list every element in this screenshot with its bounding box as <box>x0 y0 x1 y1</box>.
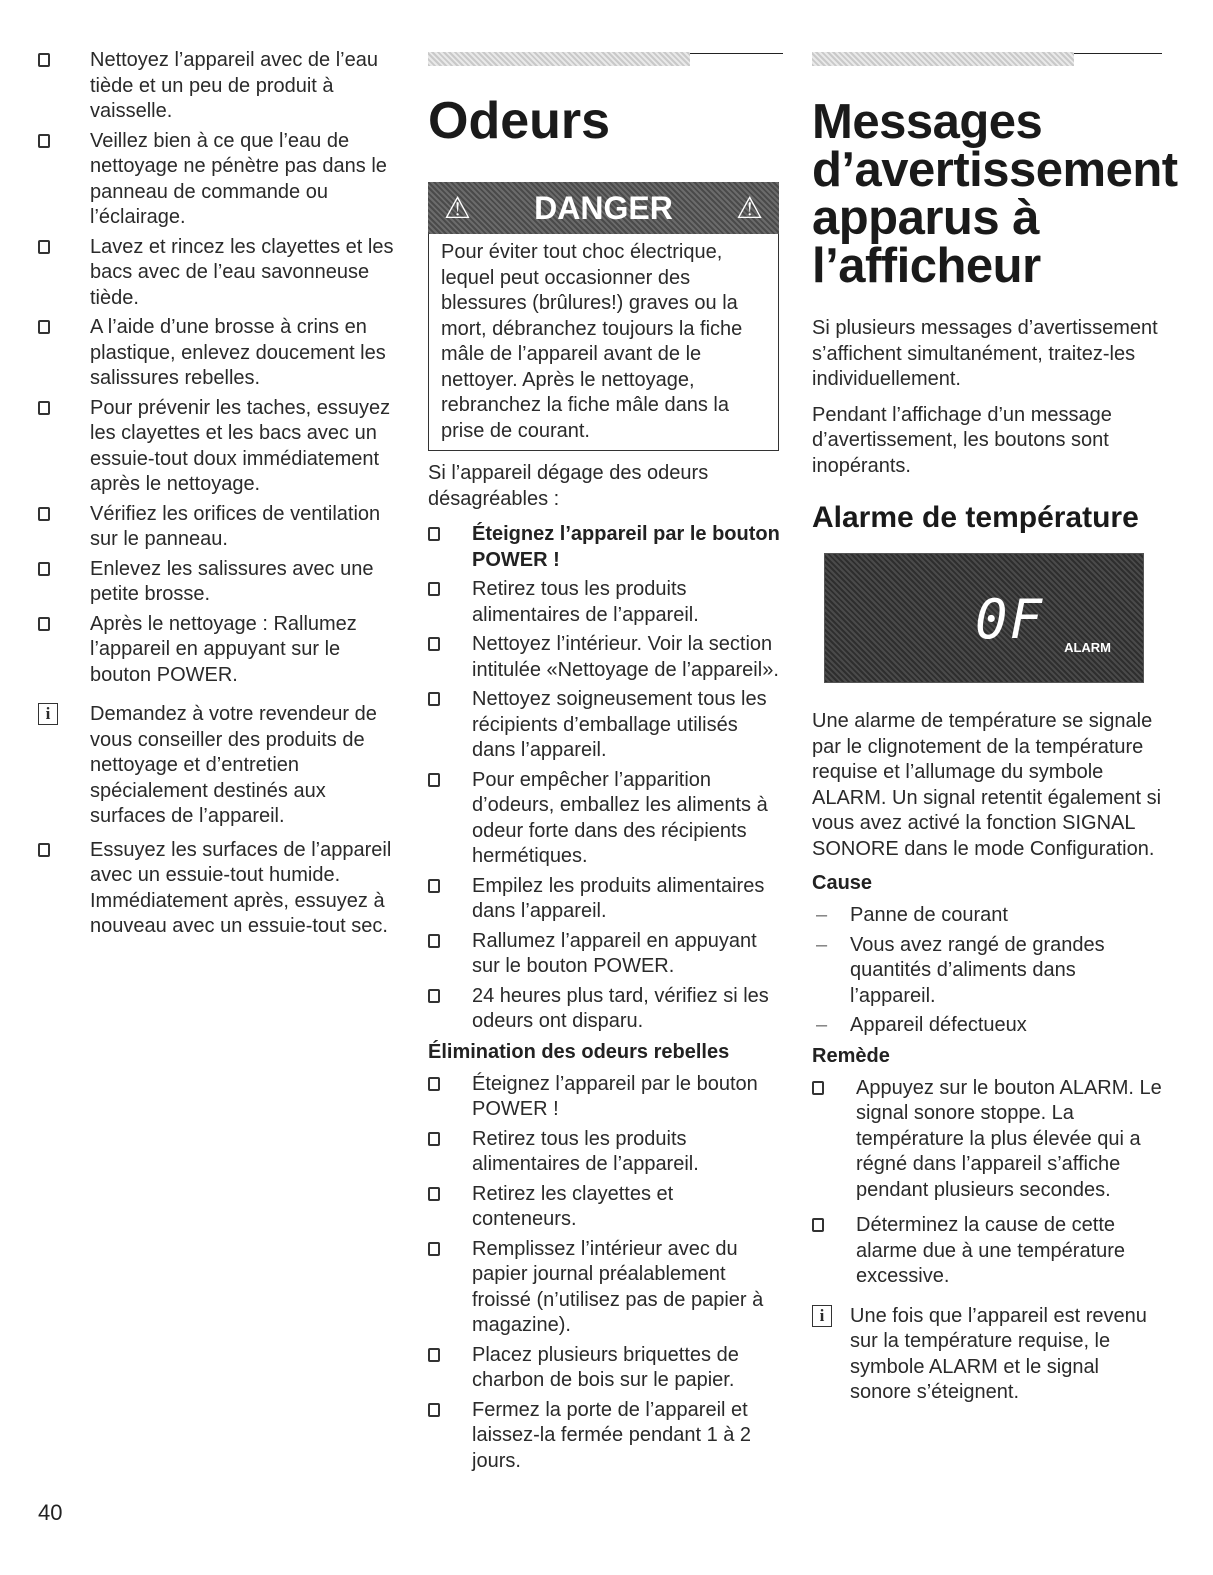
section-title: Messages d’avertissement apparus à l’afficheur <box>812 95 1178 293</box>
checkbox-bullet-icon <box>428 637 440 651</box>
checkbox-bullet-icon <box>38 843 50 857</box>
list-item: Retirez tous les produits alimentaires de l’appareil. <box>428 577 783 628</box>
info-icon: i <box>38 703 58 725</box>
list-item: Nettoyez l’intérieur. Voir la section intitulée «Nettoyage de l’appareil». <box>428 632 783 683</box>
info-note: i Une fois que l’appareil est revenu sur la température requise, le symbole ALARM et le signal sonore s’éteignent. <box>812 1304 1162 1406</box>
checkbox-bullet-icon <box>38 562 50 576</box>
list-item: Nettoyez soigneusement tous les récipients d’emballage utilisés dans l’appareil. <box>428 687 783 764</box>
danger-box <box>428 182 779 451</box>
checkbox-bullet-icon <box>38 240 50 254</box>
list-item: 24 heures plus tard, vérifiez si les odeurs ont disparu. <box>428 984 783 1035</box>
cause-heading: Cause <box>812 872 873 894</box>
checkbox-bullet-icon <box>428 692 440 706</box>
paragraph: Pendant l’affichage d’un message d’avertissement, les boutons sont inopérants. <box>812 403 1112 477</box>
list-item: Pour empêcher l’apparition d’odeurs, emballez les aliments à odeur forte dans des récipients hermétiques. <box>428 768 783 870</box>
checkbox-bullet-icon <box>428 527 440 541</box>
info-note: i Demandez à votre revendeur de vous conseiller des produits de nettoyage et d’entretien spécialement destinés aux surfaces de l’appareil. <box>38 702 403 830</box>
list-item: Nettoyez l’appareil avec de l’eau tiède et un peu de produit à vaisselle. <box>38 48 403 125</box>
page-number: 40 <box>38 1500 63 1525</box>
checkbox-bullet-icon <box>428 773 440 787</box>
list-item: Rallumez l’appareil en appuyant sur le bouton POWER. <box>428 929 783 980</box>
subheading: Élimination des odeurs rebelles <box>428 1040 730 1063</box>
paragraph: Si plusieurs messages d’avertissement s’affichent simultanément, traitez-les individuellement. <box>812 317 1158 390</box>
checkbox-bullet-icon <box>428 1348 440 1362</box>
display-alarm-label: ALARM <box>1064 640 1111 655</box>
list-item: Empilez les produits alimentaires dans l’appareil. <box>428 874 783 925</box>
list-item: Placez plusieurs briquettes de charbon de bois sur le papier. <box>428 1343 783 1394</box>
list-item: Vérifiez les orifices de ventilation sur le panneau. <box>38 502 403 553</box>
checkbox-bullet-icon <box>428 1077 440 1091</box>
checkbox-bullet-icon <box>38 401 50 415</box>
column-warnings <box>812 48 1178 1410</box>
list-item: Lavez et rincez les clayettes et les bacs avec de l’eau savonneuse tiède. <box>38 235 403 312</box>
checkbox-bullet-icon <box>428 1242 440 1256</box>
checkbox-bullet-icon <box>428 1132 440 1146</box>
list-item: A l’aide d’une brosse à crins en plastique, enlevez doucement les salissures rebelles. <box>38 315 403 392</box>
info-icon: i <box>812 1305 832 1327</box>
section-bar <box>428 48 783 68</box>
remedy-heading: Remède <box>812 1044 890 1067</box>
list-item: Éteignez l’appareil par le bouton POWER ! <box>428 522 783 573</box>
cause-item: – Panne de courant <box>812 903 1162 929</box>
column-odors <box>428 48 783 1478</box>
checkbox-bullet-icon <box>38 53 50 67</box>
list-item: Pour prévenir les taches, essuyez les clayettes et les bacs avec un essuie-tout doux immédiatement après le nettoyage. <box>38 396 403 498</box>
list-item: Veillez bien à ce que l’eau de nettoyage ne pénètre pas dans le panneau de commande ou l’éclairage. <box>38 129 403 231</box>
danger-label: DANGER <box>534 189 673 226</box>
list-item: Remplissez l’intérieur avec du papier journal préalablement froissé (n’utilisez pas de papier à magazine). <box>428 1237 783 1339</box>
section-title: Odeurs <box>428 92 611 150</box>
danger-text: Pour éviter tout choc électrique, lequel peut occasionner des blessures (brûlures!) graves ou la mort, débranchez toujours la fiche mâle de l’appareil avant de le nettoyer. Après le nettoyage, rebranchez la fiche mâle dans la prise de courant. <box>428 234 779 451</box>
cause-item: – Appareil défectueux <box>812 1013 1162 1039</box>
list-item: Essuyez les surfaces de l’appareil avec un essuie-tout humide. Immédiatement après, essuyez à nouveau avec un essuie-tout sec. <box>38 838 403 940</box>
subsection-title: Alarme de température <box>812 501 1139 534</box>
list-item: Éteignez l’appareil par le bouton POWER ! <box>428 1072 783 1123</box>
intro-text: Si l’appareil dégage des odeurs désagréables : <box>428 462 709 510</box>
column-cleaning <box>38 48 403 944</box>
checkbox-bullet-icon <box>428 934 440 948</box>
warning-triangle-icon: ⚠ <box>736 191 763 225</box>
cause-item: – Vous avez rangé de grandes quantités d’aliments dans l’appareil. <box>812 933 1162 1010</box>
checkbox-bullet-icon <box>428 989 440 1003</box>
list-item: Appuyez sur le bouton ALARM. Le signal sonore stoppe. La température la plus élevée qui a régné dans l’appareil s’affiche pendant plusieurs secondes. <box>812 1076 1162 1204</box>
checkbox-bullet-icon <box>428 879 440 893</box>
list-item: Retirez tous les produits alimentaires de l’appareil. <box>428 1127 783 1178</box>
list-item: Après le nettoyage : Rallumez l’appareil en appuyant sur le bouton POWER. <box>38 612 403 689</box>
list-item: Enlevez les salissures avec une petite brosse. <box>38 557 403 608</box>
checkbox-bullet-icon <box>38 617 50 631</box>
checkbox-bullet-icon <box>812 1218 824 1232</box>
list-item: Fermez la porte de l’appareil et laissez-la fermée pendant 1 à 2 jours. <box>428 1398 783 1475</box>
danger-header <box>428 182 779 234</box>
display-image <box>824 553 1144 683</box>
checkbox-bullet-icon <box>38 320 50 334</box>
display-value: 0F <box>975 588 1045 651</box>
list-item: Retirez les clayettes et conteneurs. <box>428 1182 783 1233</box>
checkbox-bullet-icon <box>428 1403 440 1417</box>
section-bar <box>812 48 1162 68</box>
checkbox-bullet-icon <box>38 507 50 521</box>
checkbox-bullet-icon <box>812 1081 824 1095</box>
warning-triangle-icon: ⚠ <box>444 191 471 225</box>
list-item: Déterminez la cause de cette alarme due à une température excessive. <box>812 1213 1162 1290</box>
paragraph: Une alarme de température se signale par le clignotement de la température requise et l’allumage du symbole ALARM. Un signal retentit également si vous avez activé la fonction SIGNAL SONORE dans le mode Configuration. <box>812 710 1162 860</box>
checkbox-bullet-icon <box>38 134 50 148</box>
checkbox-bullet-icon <box>428 1187 440 1201</box>
checkbox-bullet-icon <box>428 582 440 596</box>
